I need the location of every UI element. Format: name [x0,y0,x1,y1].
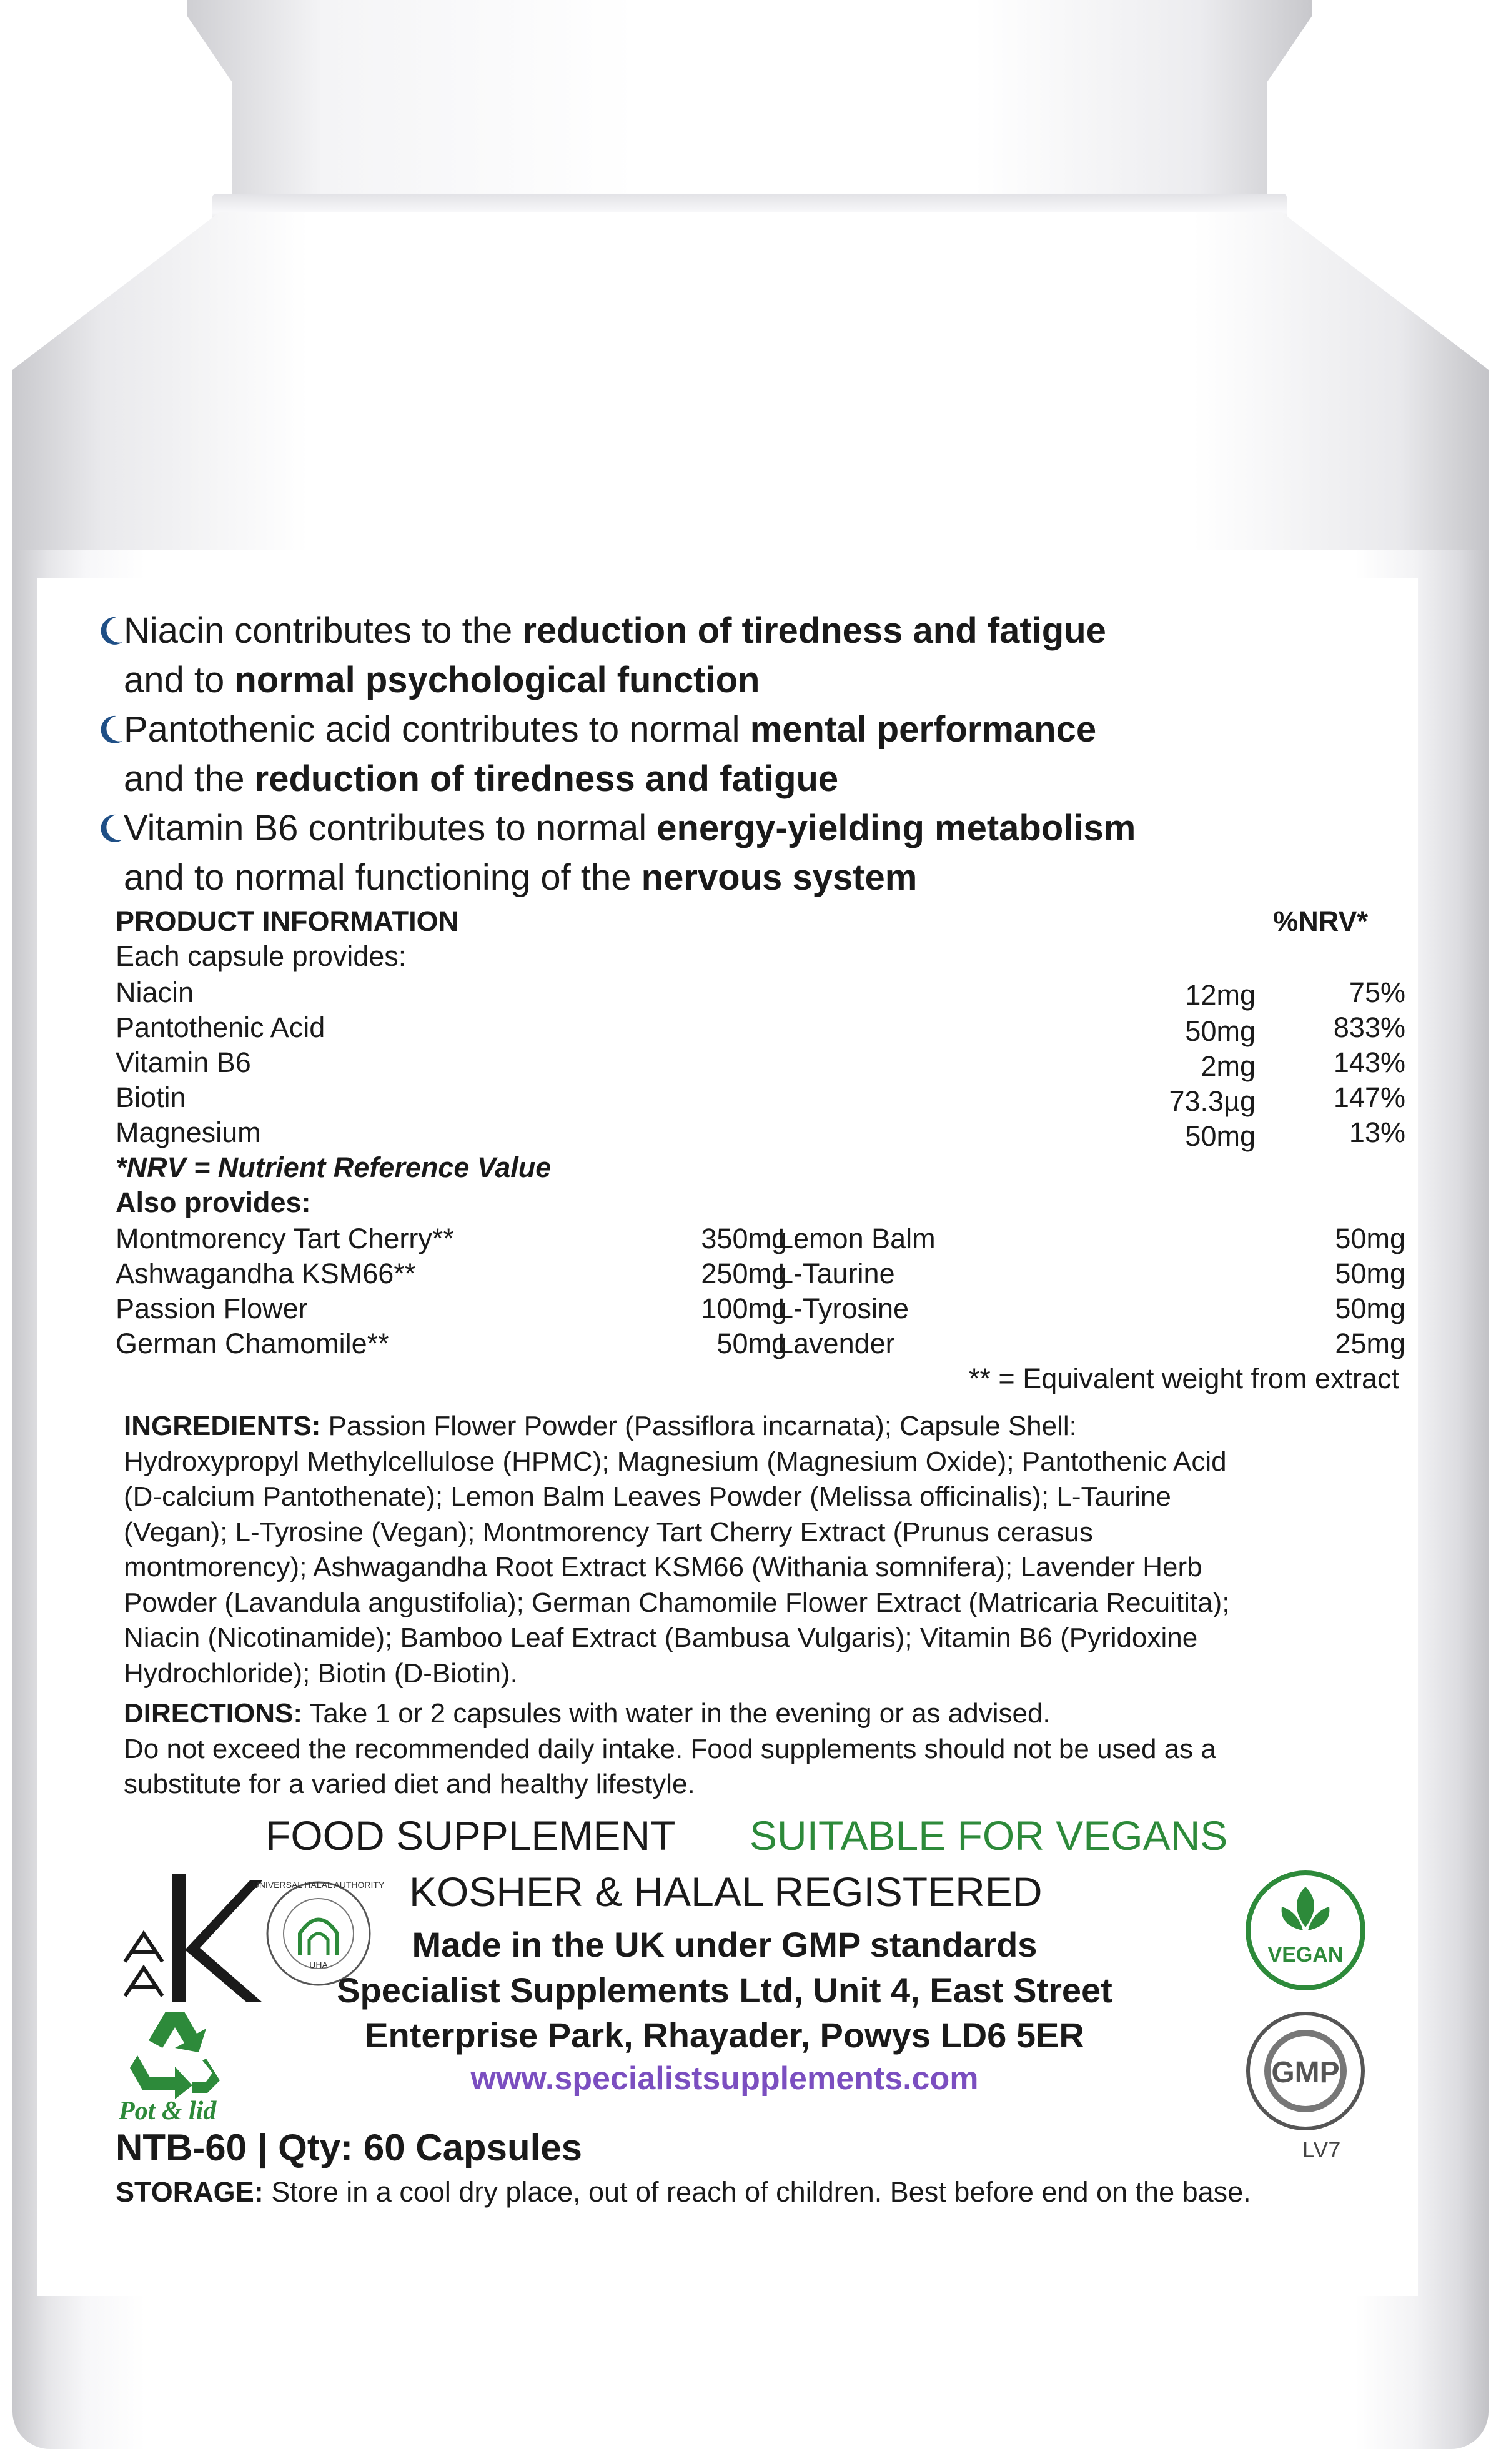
also-provides-name: Montmorency Tart Cherry** [116,1223,454,1254]
product-info-heading: PRODUCT INFORMATION [116,905,459,937]
also-provides-amount: 25mg [1335,1328,1405,1359]
also-provides-name: Ashwagandha KSM66** [116,1258,416,1289]
bottle-cap [187,0,1312,206]
ingredients-line: Powder (Lavandula angustifolia); German Chamomile Flower Extract (Matricaria Recuitita); [124,1587,1230,1618]
ingredients-text: Passion Flower Powder (Passiflora incarnata); Capsule Shell: [320,1411,1077,1441]
halal-ring-text: UNIVERSAL HALAL AUTHORITY [252,1880,385,1890]
halal-abbr-text: UHA [309,1960,328,1970]
ingredients-line: Hydroxypropyl Methylcellulose (HPMC); Magnesium (Magnesium Oxide); Pantothenic Acid [124,1446,1227,1477]
nutrient-name: Niacin [116,976,194,1008]
ingredients-paragraph [124,1409,1385,1691]
storage-label: STORAGE: [116,2176,264,2208]
nutrient-nrv: 143% [1333,1046,1405,1078]
claim-2 [124,705,1136,754]
product-code-text: NTB-60 | Qty: 60 Capsules [116,2127,583,2168]
ingredients-line: montmorency); Ashwagandha Root Extract KSM66 (Withania somnifera); Lavender Herb [124,1552,1202,1582]
nutrient-amount: 50mg [1185,1120,1256,1152]
claim-1-line-2 [124,655,1136,705]
nutrient-name: Biotin [116,1081,186,1113]
directions-text: Take 1 or 2 capsules with water in the evening or as advised. [302,1698,1051,1729]
product-label [37,578,1418,2296]
also-provides-amount: 350mg [701,1223,787,1254]
nutrient-name: Vitamin B6 [116,1046,251,1078]
claim-text: Pantothenic acid contributes to normal [124,709,750,750]
claim-text: Niacin contributes to the [124,610,523,651]
each-capsule-subheading: Each capsule provides: [116,940,407,972]
ingredients-line [124,1409,1385,1444]
ingredients-line: (Vegan); L-Tyrosine (Vegan); Montmorency Tart Cherry Extract (Prunus cerasus [124,1516,1094,1547]
claim-emphasis: nervous system [641,857,918,898]
also-provides-amount: 50mg [1335,1293,1405,1324]
nutrient-amount: 12mg [1185,979,1256,1011]
made-in-uk-text: Made in the UK under GMP standards [412,1925,1038,1964]
health-claims [124,606,1136,902]
ingredients-line: Niacin (Nicotinamide); Bamboo Leaf Extract (Bambusa Vulgaris); Vitamin B6 (Pyridoxine [124,1622,1198,1653]
nutrient-amount: 2mg [1201,1050,1256,1082]
gmp-badge [1243,2009,1368,2134]
company-text: Specialist Supplements Ltd, Unit 4, East Street [337,1970,1112,2010]
recycle-text: Pot & lid [119,2097,217,2125]
vegan-badge-text: VEGAN [1267,1943,1344,1967]
nutrient-nrv: 75% [1349,976,1405,1008]
also-provides-amount: 50mg [1335,1258,1405,1289]
address-text: Enterprise Park, Rhayader, Powys LD6 5ER [365,2015,1084,2055]
claim-emphasis: reduction of tiredness and fatigue [522,610,1106,651]
also-provides-amount: 50mg [1335,1223,1405,1254]
gmp-badge-text: GMP [1271,2056,1340,2089]
also-provides-name: Lemon Balm [778,1223,936,1254]
website-link[interactable]: www.specialistsupplements.com [470,2060,979,2097]
nutrient-nrv: 13% [1349,1116,1405,1148]
bottle-shoulder [12,212,1489,587]
storage-instructions: Store in a cool dry place, out of reach of children. Best before end on the base. [263,2176,1251,2208]
claim-1 [124,606,1136,655]
vegan-badge [1243,1868,1368,1993]
claim-3 [124,803,1136,853]
claim-3-line-2 [124,853,1136,902]
extract-note: ** = Equivalent weight from extract [968,1363,1399,1394]
nutrient-name: Magnesium [116,1116,261,1148]
nutrient-amount: 73.3µg [1169,1085,1256,1117]
directions-label: DIRECTIONS: [124,1698,302,1729]
moon-icon [97,715,124,745]
also-provides-name: L-Taurine [778,1258,895,1289]
claim-emphasis: mental performance [750,709,1097,750]
suitable-for-vegans-text: SUITABLE FOR VEGANS [750,1812,1228,1859]
claim-text: and to [124,660,235,700]
label-version-text: LV7 [1302,2137,1341,2162]
nutrient-nrv: 833% [1333,1011,1405,1043]
moon-icon [97,616,124,646]
directions-paragraph [124,1696,1385,1802]
claim-text: and the [124,758,255,799]
kosher-halal-text: KOSHER & HALAL REGISTERED [409,1869,1043,1915]
also-provides-name: L-Tyrosine [778,1293,909,1324]
also-provides-amount: 250mg [701,1258,787,1289]
directions-line: Do not exceed the recommended daily intake. Food supplements should not be used as a [124,1733,1216,1764]
directions-line [124,1696,1385,1732]
claim-emphasis: energy-yielding metabolism [656,808,1136,848]
nrv-note: *NRV = Nutrient Reference Value [116,1151,552,1183]
nrv-heading: %NRV* [1273,905,1368,937]
recycle-icon [112,1999,237,2099]
food-supplement-text: FOOD SUPPLEMENT [265,1812,676,1859]
nutrient-amount: 50mg [1185,1015,1256,1047]
ingredients-line: Hydrochloride); Biotin (D-Biotin). [124,1657,518,1689]
claim-emphasis: normal psychological function [234,660,760,700]
also-provides-heading: Also provides: [116,1186,311,1218]
also-provides-name: German Chamomile** [116,1328,389,1359]
ingredients-label: INGREDIENTS: [124,1411,321,1441]
also-provides-amount: 50mg [716,1328,787,1359]
storage-text [116,2176,1251,2208]
also-provides-amount: 100mg [701,1293,787,1324]
claim-emphasis: reduction of tiredness and fatigue [254,758,839,799]
nutrient-name: Pantothenic Acid [116,1011,325,1043]
claim-text: and to normal functioning of the [124,857,642,898]
claim-text: Vitamin B6 contributes to normal [124,808,657,848]
ingredients-line: (D-calcium Pantothenate); Lemon Balm Leaves Powder (Melissa officinalis); L-Taurine [124,1481,1171,1512]
also-provides-name: Passion Flower [116,1293,308,1324]
claim-2-line-2 [124,754,1136,803]
also-provides-name: Lavender [778,1328,895,1359]
moon-icon [97,813,124,843]
nutrient-nrv: 147% [1333,1081,1405,1113]
directions-line: substitute for a varied diet and healthy lifestyle. [124,1769,695,1799]
kosher-k-logo [106,1868,262,2012]
